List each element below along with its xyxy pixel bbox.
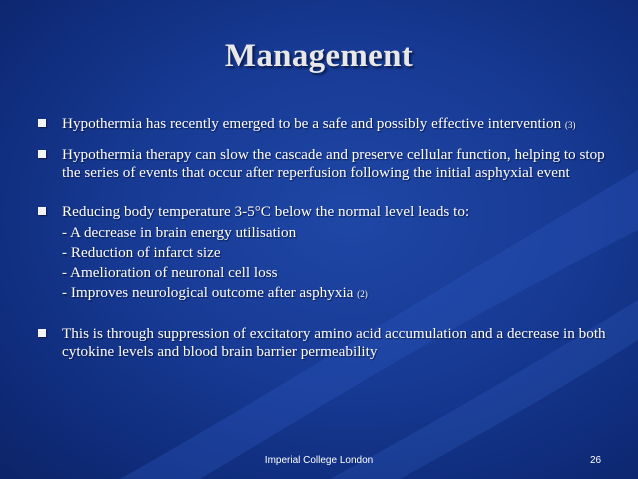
sub-line: - A decrease in brain energy utilisation bbox=[62, 224, 297, 241]
bullet-item bbox=[36, 203, 606, 304]
bullet-text: Hypothermia therapy can slow the cascade and preserve cellular function, helping to stop the series of events that occur after reperfusion following the initial asphyxial event bbox=[62, 146, 605, 181]
square-bullet-icon bbox=[38, 150, 46, 158]
footer-institution: Imperial College London bbox=[264, 455, 374, 466]
page-number: 26 bbox=[590, 455, 602, 466]
sub-line: - Reduction of infarct size bbox=[62, 244, 221, 261]
square-bullet-icon bbox=[38, 119, 46, 127]
sub-line-with-ref bbox=[62, 283, 606, 304]
bullet-item bbox=[36, 325, 606, 361]
bullet-list bbox=[36, 115, 606, 361]
bullet-text: Reducing body temperature 3-5°C below the normal level leads to: bbox=[62, 203, 470, 220]
bullet-text: This is through suppression of excitatory amino acid accumulation and a decrease in both cytokine levels and blood brain barrier permeability bbox=[62, 325, 606, 360]
square-bullet-icon bbox=[38, 329, 46, 337]
citation-ref: (2) bbox=[357, 289, 368, 299]
slide-title: Management bbox=[224, 38, 414, 74]
square-bullet-icon bbox=[38, 207, 46, 215]
citation-ref: (3) bbox=[564, 120, 576, 130]
bullet-item bbox=[36, 115, 606, 134]
bullet-item bbox=[36, 146, 606, 182]
sub-line: - Amelioration of neuronal cell loss bbox=[62, 264, 278, 281]
bullet-text: Hypothermia has recently emerged to be a safe and possibly effective intervention bbox=[62, 115, 562, 132]
sub-line: - Improves neurological outcome after asphyxia bbox=[62, 284, 354, 301]
